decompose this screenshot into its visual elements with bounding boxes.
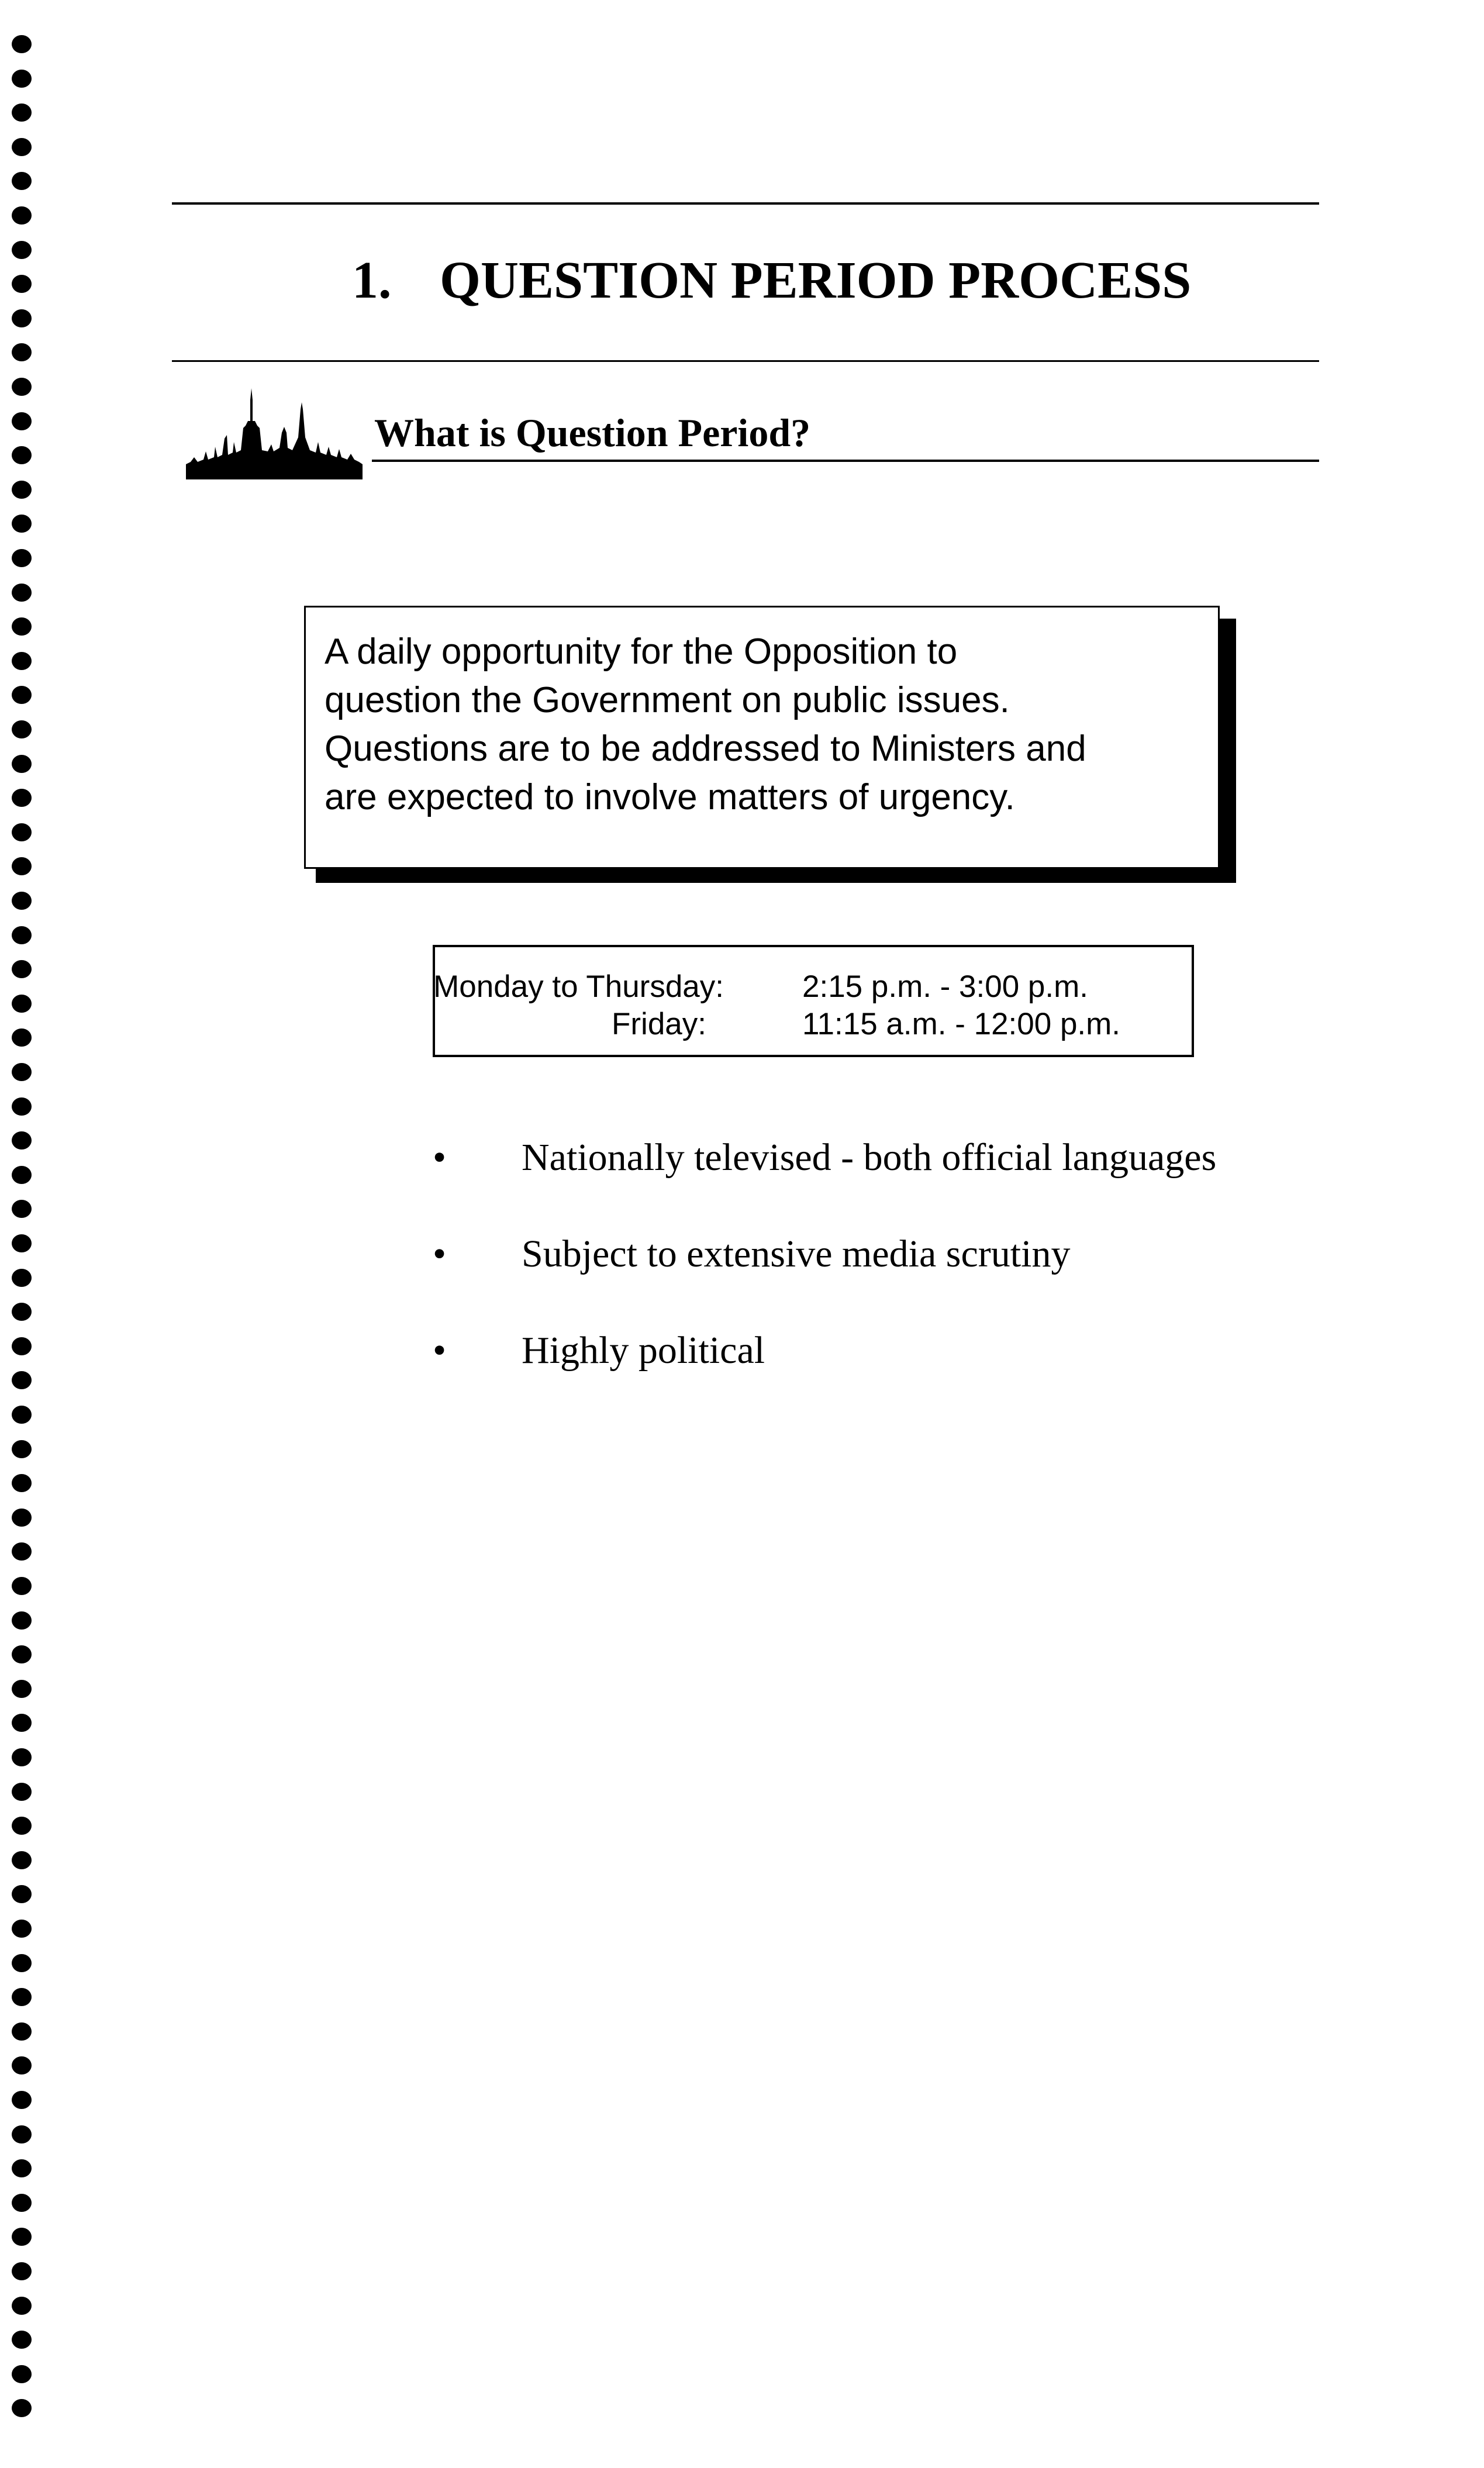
bullet-list [433, 1134, 1310, 1424]
binding-hole-icon [12, 1234, 32, 1252]
list-item [433, 1134, 1310, 1231]
binding-hole-icon [12, 2022, 32, 2041]
binding-hole-icon [12, 960, 32, 978]
binding-hole-icon [12, 343, 32, 361]
binding-hole-icon [12, 1577, 32, 1595]
binding-hole-icon [12, 275, 32, 293]
binding-hole-icon [12, 1303, 32, 1321]
binding-hole-icon [12, 412, 32, 430]
binding-hole-icon [12, 1200, 32, 1218]
binding-hole-icon [12, 755, 32, 773]
binding-hole-icon [12, 2125, 32, 2143]
binding-hole-icon [12, 1063, 32, 1081]
binding-hole-icon [12, 1474, 32, 1492]
schedule-time: 11:15 a.m. - 12:00 p.m. [802, 1007, 1121, 1041]
binding-hole-icon [12, 2056, 32, 2074]
binding-hole-icon [12, 686, 32, 704]
binding-hole-icon [12, 1954, 32, 1972]
binding-hole-icon [12, 652, 32, 670]
list-item [433, 1231, 1310, 1327]
binding-hole-icon [12, 309, 32, 327]
binding-hole-icon [12, 2159, 32, 2177]
binding-hole-icon [12, 1131, 32, 1150]
binding-hole-icon [12, 2194, 32, 2212]
list-item [433, 1327, 1310, 1424]
chapter-title [352, 246, 1191, 316]
schedule-box [433, 945, 1194, 1057]
section-title: What is Question Period? [374, 410, 811, 455]
binding-hole-icon [12, 1337, 32, 1355]
schedule-row [435, 1006, 1192, 1043]
binding-hole-icon [12, 1611, 32, 1630]
bullet-marker: • [433, 1329, 447, 1372]
bullet-text: Subject to extensive media scrutiny [522, 1233, 1071, 1275]
parliament-silhouette-icon [186, 386, 363, 479]
binding-hole-icon [12, 2331, 32, 2349]
bullet-text: Highly political [522, 1329, 765, 1372]
binding-hole-icon [12, 241, 32, 259]
chapter-rule [172, 360, 1319, 362]
binding-hole-icon [12, 378, 32, 396]
binding-hole-icon [12, 995, 32, 1013]
binding-hole-icon [12, 1645, 32, 1663]
binding-hole-icon [12, 720, 32, 738]
binding-hole-icon [12, 1920, 32, 1938]
definition-line: A daily opportunity for the Opposition to [325, 631, 958, 672]
binding-hole-icon [12, 2399, 32, 2417]
binding-hole-icon [12, 1440, 32, 1458]
binding-hole-icon [12, 1542, 32, 1561]
binding-hole-icon [12, 823, 32, 841]
binding-hole-icon [12, 35, 32, 53]
binding-hole-icon [12, 1097, 32, 1116]
binding-hole-icon [12, 2297, 32, 2315]
binding-hole-icon [12, 1783, 32, 1801]
binding-hole-icon [12, 1851, 32, 1869]
binding-hole-icon [12, 1269, 32, 1287]
spiral-binding [6, 35, 35, 2438]
binding-hole-icon [12, 481, 32, 499]
schedule-time: 2:15 p.m. - 3:00 p.m. [802, 969, 1089, 1004]
binding-hole-icon [12, 138, 32, 156]
binding-hole-icon [12, 1406, 32, 1424]
binding-hole-icon [12, 2228, 32, 2246]
binding-hole-icon [12, 1680, 32, 1698]
binding-hole-icon [12, 446, 32, 464]
binding-hole-icon [12, 892, 32, 910]
definition-line: Questions are to be addressed to Ministers and [325, 729, 1086, 769]
binding-hole-icon [12, 2262, 32, 2280]
definition-box [304, 606, 1220, 869]
binding-hole-icon [12, 1817, 32, 1835]
binding-hole-icon [12, 103, 32, 122]
binding-hole-icon [12, 1714, 32, 1732]
binding-hole-icon [12, 857, 32, 875]
chapter-title-text: QUESTION PERIOD PROCESS [440, 251, 1192, 309]
bullet-marker: • [433, 1233, 447, 1275]
binding-hole-icon [12, 1748, 32, 1766]
binding-hole-icon [12, 1166, 32, 1184]
schedule-row [435, 968, 1192, 1006]
schedule-days: Monday to Thursday: [433, 969, 724, 1004]
binding-hole-icon [12, 584, 32, 602]
bullet-marker: • [433, 1136, 447, 1179]
binding-hole-icon [12, 1885, 32, 1903]
schedule-days: Friday: [612, 1007, 706, 1041]
binding-hole-icon [12, 926, 32, 944]
definition-line: are expected to involve matters of urgency. [325, 777, 1015, 817]
section-rule [372, 460, 1319, 462]
binding-hole-icon [12, 617, 32, 636]
binding-hole-icon [12, 1371, 32, 1389]
binding-hole-icon [12, 549, 32, 567]
definition-line: question the Government on public issues. [325, 680, 1010, 720]
binding-hole-icon [12, 2365, 32, 2383]
binding-hole-icon [12, 2091, 32, 2109]
binding-hole-icon [12, 1028, 32, 1047]
binding-hole-icon [12, 515, 32, 533]
binding-hole-icon [12, 172, 32, 190]
chapter-number: 1. [352, 251, 392, 309]
bullet-text: Nationally televised - both official languages [522, 1136, 1217, 1179]
top-rule [172, 202, 1319, 205]
binding-hole-icon [12, 1509, 32, 1527]
binding-hole-icon [12, 1988, 32, 2006]
binding-hole-icon [12, 789, 32, 807]
binding-hole-icon [12, 206, 32, 225]
binding-hole-icon [12, 70, 32, 88]
